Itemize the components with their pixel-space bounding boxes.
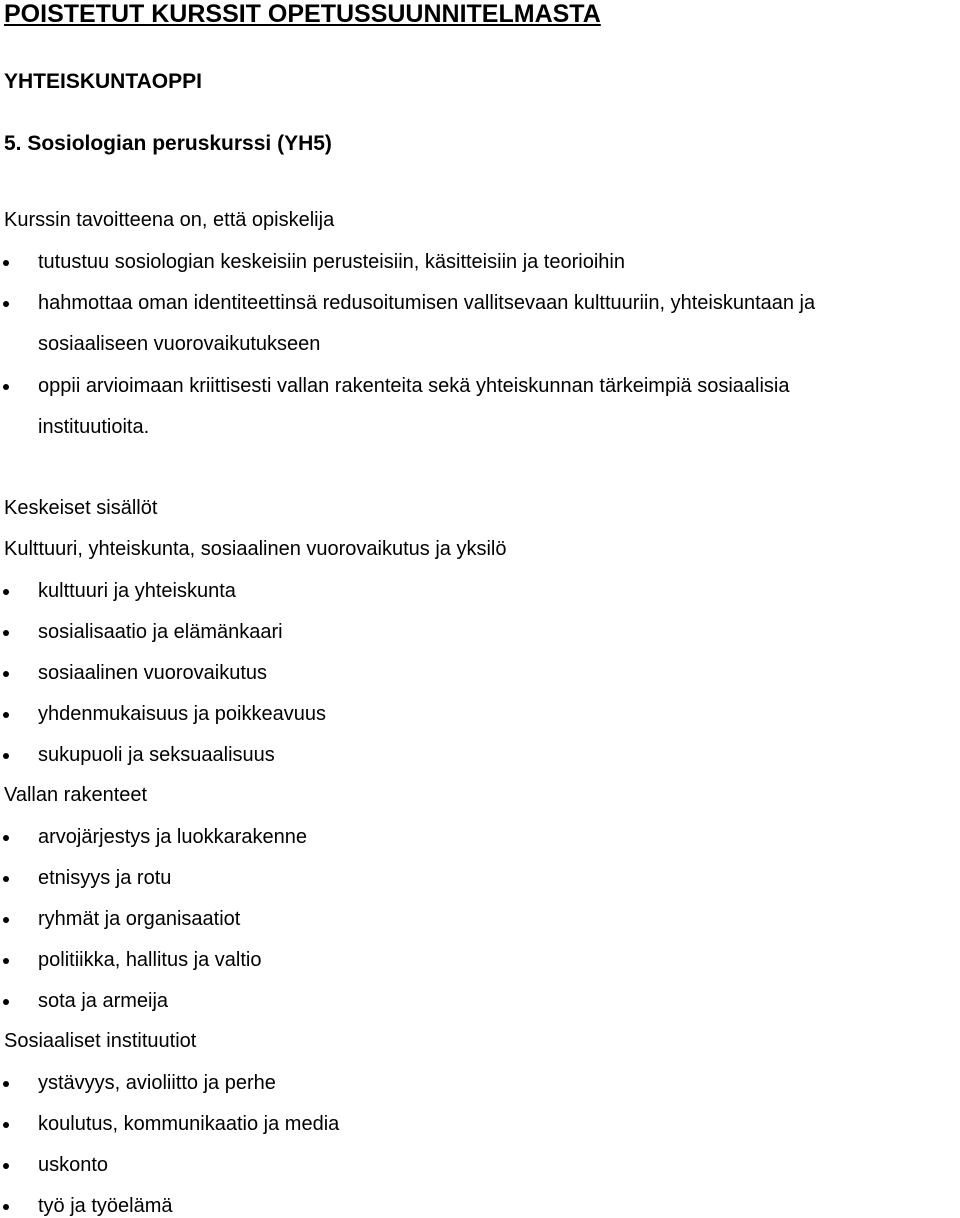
bullet-icon bbox=[3, 753, 9, 759]
list-item-text: ystävyys, avioliitto ja perhe bbox=[38, 1072, 276, 1094]
list-item-continuation: instituutioita. bbox=[38, 416, 150, 438]
bullet-icon bbox=[3, 260, 9, 266]
list-item-text: ryhmät ja organisaatiot bbox=[38, 908, 241, 930]
bullet-icon bbox=[3, 1163, 9, 1169]
section-heading: Kulttuuri, yhteiskunta, sosiaalinen vuorovaikutus ja yksilö bbox=[4, 538, 507, 560]
bullet-icon bbox=[3, 384, 9, 390]
bullet-icon bbox=[3, 1122, 9, 1128]
bullet-icon bbox=[3, 301, 9, 307]
list-item-text: kulttuuri ja yhteiskunta bbox=[38, 580, 236, 602]
bullet-icon bbox=[3, 958, 9, 964]
bullet-icon bbox=[3, 671, 9, 677]
list-item-text: sota ja armeija bbox=[38, 990, 169, 1012]
list-item-text: sukupuoli ja seksuaalisuus bbox=[38, 744, 275, 766]
list-item-text: yhdenmukaisuus ja poikkeavuus bbox=[38, 703, 326, 725]
bullet-icon bbox=[3, 999, 9, 1005]
bullet-icon bbox=[3, 630, 9, 636]
list-item-text: koulutus, kommunikaatio ja media bbox=[38, 1113, 340, 1135]
list-item-text: uskonto bbox=[38, 1154, 109, 1176]
list-item-text: sosialisaatio ja elämänkaari bbox=[38, 621, 283, 643]
list-item-text: tutustuu sosiologian keskeisiin perusteisiin, käsitteisiin ja teorioihin bbox=[38, 251, 625, 273]
bullet-icon bbox=[3, 1204, 9, 1210]
section-heading: Vallan rakenteet bbox=[4, 784, 148, 806]
list-item-text: hahmottaa oman identiteettinsä redusoitumisen vallitsevaan kulttuuriin, yhteiskuntaan ja bbox=[38, 292, 816, 314]
bullet-icon bbox=[3, 712, 9, 718]
list-item-text: oppii arvioimaan kriittisesti vallan rakenteita sekä yhteiskunnan tärkeimpiä sosiaalisia bbox=[38, 375, 790, 397]
list-item-text: sosiaalinen vuorovaikutus bbox=[38, 662, 268, 684]
subject-heading: YHTEISKUNTAOPPI bbox=[4, 70, 202, 93]
list-item-text: arvojärjestys ja luokkarakenne bbox=[38, 826, 308, 848]
bullet-icon bbox=[3, 917, 9, 923]
bullet-icon bbox=[3, 1081, 9, 1087]
list-item-text: politiikka, hallitus ja valtio bbox=[38, 949, 262, 971]
list-item-text: etnisyys ja rotu bbox=[38, 867, 172, 889]
bullet-icon bbox=[3, 589, 9, 595]
contents-heading: Keskeiset sisällöt bbox=[4, 497, 158, 519]
list-item-text: työ ja työelämä bbox=[38, 1195, 173, 1217]
list-item-continuation: sosiaaliseen vuorovaikutukseen bbox=[38, 333, 321, 355]
goals-intro: Kurssin tavoitteena on, että opiskelija bbox=[4, 209, 335, 231]
section-heading: Sosiaaliset instituutiot bbox=[4, 1030, 197, 1052]
document-title: POISTETUT KURSSIT OPETUSSUUNNITELMASTA bbox=[4, 0, 601, 28]
course-heading: 5. Sosiologian peruskurssi (YH5) bbox=[4, 132, 332, 155]
bullet-icon bbox=[3, 835, 9, 841]
bullet-icon bbox=[3, 876, 9, 882]
